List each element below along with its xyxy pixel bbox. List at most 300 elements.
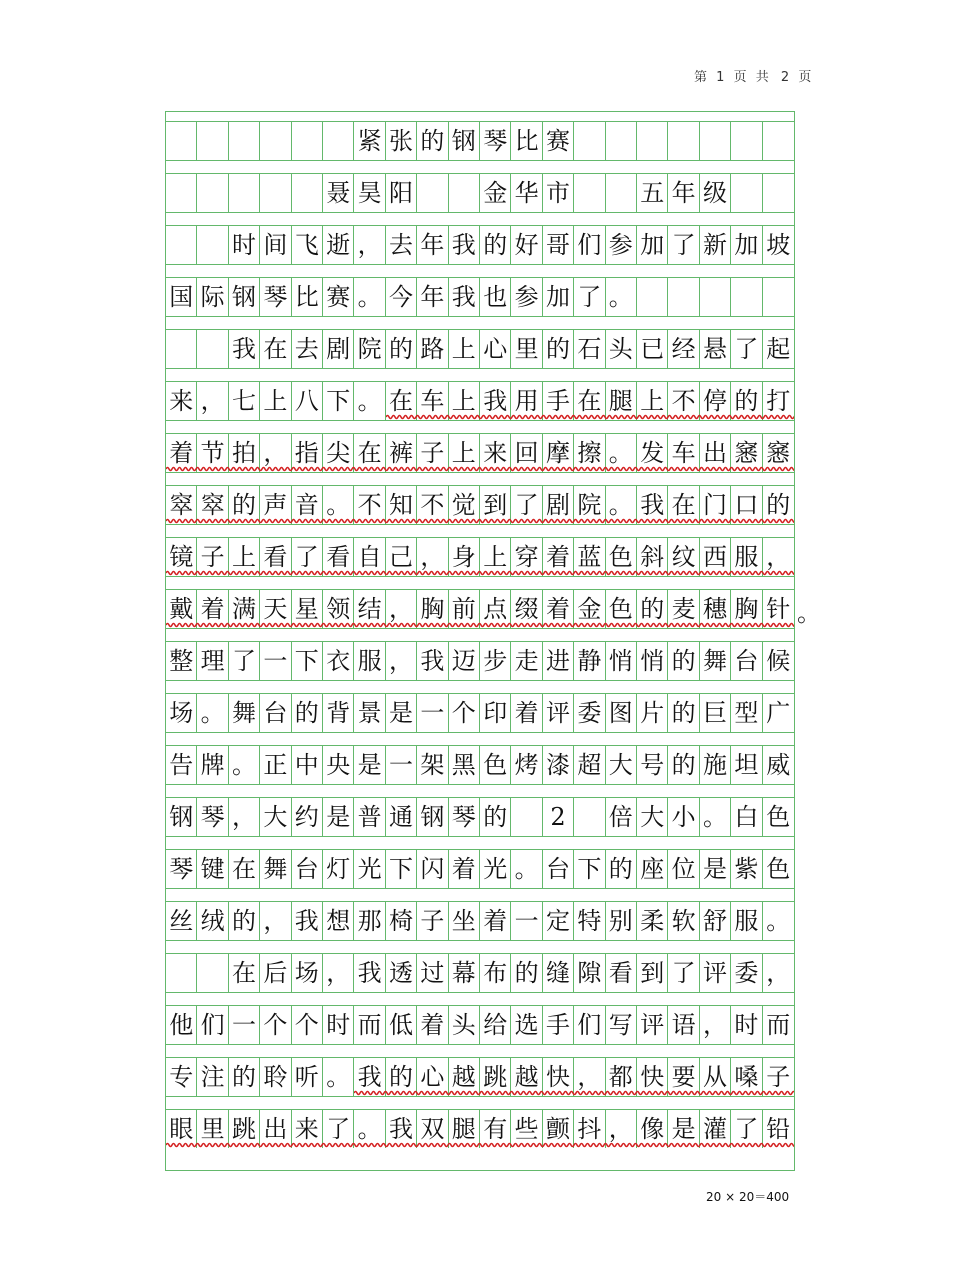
grid-cell: 斜: [637, 538, 668, 576]
row-gap: [166, 888, 794, 902]
grid-cell: [668, 122, 699, 160]
grid-cell: 在: [386, 382, 417, 420]
grid-cell: [731, 278, 762, 316]
grid-cell: 胸: [417, 590, 448, 628]
grid-cell: [763, 278, 794, 316]
grid-cell: [731, 122, 762, 160]
grid-cell: 我: [637, 486, 668, 524]
grid-cell: 手: [543, 1006, 574, 1044]
grid-cell: 聆: [260, 1058, 291, 1096]
grid-cell: 赛: [323, 278, 354, 316]
grid-cell: 些: [511, 1110, 542, 1148]
grid-cell: 指: [292, 434, 323, 472]
grid-cell: 看: [260, 538, 291, 576]
grid-cell: 。: [511, 850, 542, 888]
grid-cell: 华: [511, 174, 542, 212]
grid-cell: [763, 174, 794, 212]
total-pages: 2: [780, 70, 791, 85]
grid-cell: 。: [323, 486, 354, 524]
grid-cell: 穿: [511, 538, 542, 576]
grid-cell: 出: [260, 1110, 291, 1148]
grid-cell: 听: [292, 1058, 323, 1096]
grid-cell: 麦: [668, 590, 699, 628]
grid-cell: 着: [166, 434, 197, 472]
grid-cell: 漆: [543, 746, 574, 784]
grid-cell: 结: [354, 590, 385, 628]
grid-cell: 了: [731, 1110, 762, 1148]
grid-cell: 给: [480, 1006, 511, 1044]
grid-cell: 着: [543, 590, 574, 628]
grid-cell: 悄: [606, 642, 637, 680]
grid-cell: 前: [449, 590, 480, 628]
grid-cell: 不: [668, 382, 699, 420]
grid-row-1: [166, 122, 794, 160]
grid-cell: 正: [260, 746, 291, 784]
grid-cell: 的: [668, 642, 699, 680]
grid-cell: 烤: [511, 746, 542, 784]
grid-cell: 色: [606, 538, 637, 576]
grid-row-3: [166, 226, 794, 264]
grid-cell: 己: [386, 538, 417, 576]
grid-cell: [574, 174, 605, 212]
grid-cell: 服: [354, 642, 385, 680]
grid-cell: 钢: [166, 798, 197, 836]
grid-cell: 了: [731, 330, 762, 368]
grid-cell: 一: [511, 902, 542, 940]
grid-cell: 一: [229, 1006, 260, 1044]
grid-cell: 来: [166, 382, 197, 420]
grid-row-16: [166, 902, 794, 940]
grid-cell: 发: [637, 434, 668, 472]
grid-cell: 我: [480, 382, 511, 420]
grid-cell: 的: [386, 330, 417, 368]
grid-cell: 领: [323, 590, 354, 628]
grid-cell: 是: [323, 798, 354, 836]
grid-cell: 。: [606, 486, 637, 524]
grid-cell: 西: [700, 538, 731, 576]
grid-cell: 而: [354, 1006, 385, 1044]
grid-cell: 眼: [166, 1110, 197, 1148]
grid-cell: 迈: [449, 642, 480, 680]
grid-cell: ，: [197, 382, 228, 420]
grid-cell: 子: [197, 538, 228, 576]
grid-cell: 要: [668, 1058, 699, 1096]
grid-cell: 小: [668, 798, 699, 836]
grid-cell: 台: [292, 850, 323, 888]
grid-cell: 子: [766, 1063, 791, 1091]
row-gap: [166, 524, 794, 538]
grid-cell: 摩: [543, 434, 574, 472]
grid-cell: 的: [543, 330, 574, 368]
grid-cell: 评: [700, 954, 731, 992]
grid-cell: 车: [668, 434, 699, 472]
grid-cell: 专: [166, 1058, 197, 1096]
grid-cell: ，: [574, 1058, 605, 1096]
grid-cell: 颤: [543, 1110, 574, 1148]
grid-cell: ，: [606, 1110, 637, 1148]
grid-cell: 坐: [449, 902, 480, 940]
grid-cell: 舒: [700, 902, 731, 940]
grid-cell: 的: [292, 694, 323, 732]
grid-cell: 个: [260, 1006, 291, 1044]
grid-cell: 在: [574, 382, 605, 420]
grid-cell: 点: [480, 590, 511, 628]
grid-row-17: [166, 954, 794, 992]
grid-cell: 去: [386, 226, 417, 264]
grid-cell: [763, 122, 794, 160]
grid-cell: 一: [260, 642, 291, 680]
grid-cell: 是: [700, 850, 731, 888]
grid-cell: 衣: [323, 642, 354, 680]
spellcheck-wavy-underline: [354, 1090, 794, 1096]
grid-cell: 白: [731, 798, 762, 836]
grid-cell: 双: [417, 1110, 448, 1148]
grid-cell: 比: [511, 122, 542, 160]
grid-row-12: [166, 694, 794, 732]
grid-cell: 胸: [731, 590, 762, 628]
grid-cell: 了: [323, 1110, 354, 1148]
grid-cell: 是: [354, 746, 385, 784]
grid-cell: [197, 330, 228, 368]
grid-cell: 着: [449, 850, 480, 888]
grid-cell: 上: [229, 538, 260, 576]
grid-cell: 琴: [260, 278, 291, 316]
grid-cell: 时: [229, 226, 260, 264]
grid-cell: [606, 122, 637, 160]
grid-cell: [197, 122, 228, 160]
grid-cell: 色: [606, 590, 637, 628]
grid-cell: 下: [574, 850, 605, 888]
grid-cell: 琴: [197, 798, 228, 836]
grid-cell: 我: [417, 642, 448, 680]
grid-cell: 了: [668, 954, 699, 992]
grid-cell: 选: [511, 1006, 542, 1044]
grid-row-14: [166, 798, 794, 836]
grid-cell: 钢: [229, 278, 260, 316]
grid-cell: 委: [731, 954, 762, 992]
row-gap: [166, 940, 794, 954]
grid-row-15: [166, 850, 794, 888]
grid-cell: 的: [668, 746, 699, 784]
grid-row-4: [166, 278, 794, 316]
grid-cell: 知: [386, 486, 417, 524]
grid-cell: 逝: [323, 226, 354, 264]
spellcheck-wavy-underline: [166, 570, 794, 576]
grid-cell: 口: [731, 486, 762, 524]
grid-cell: 的: [731, 382, 762, 420]
grid-cell: 新: [700, 226, 731, 264]
grid-cell: 际: [197, 278, 228, 316]
grid-cell: 我: [292, 902, 323, 940]
grid-cell: [229, 122, 260, 160]
grid-cell: 里: [511, 330, 542, 368]
grid-cell: 服: [731, 538, 762, 576]
grid-row-13: [166, 746, 794, 784]
grid-cell: 打: [766, 387, 791, 415]
grid-cell: 金: [480, 174, 511, 212]
grid-cell: 着: [480, 902, 511, 940]
grid-cell: 静: [574, 642, 605, 680]
grid-cell: 了: [668, 226, 699, 264]
grid-cell: 着: [511, 694, 542, 732]
grid-cell: [229, 174, 260, 212]
grid-cell: 了: [511, 486, 542, 524]
grid-cell: 在: [668, 486, 699, 524]
grid-cell: 蓝: [574, 538, 605, 576]
grid-cell: 年: [668, 174, 699, 212]
grid-cell: 来: [292, 1110, 323, 1148]
grid-cell: 比: [292, 278, 323, 316]
grid-cell: 语: [668, 1006, 699, 1044]
grid-cell: 一: [417, 694, 448, 732]
grid-cell: 悬: [700, 330, 731, 368]
grid-cell: 阳: [386, 174, 417, 212]
grid-cell: 倍: [606, 798, 637, 836]
grid-cell: 威: [766, 751, 791, 779]
grid-cell: 片: [637, 694, 668, 732]
grid-cell: 腿: [449, 1110, 480, 1148]
grid-cell: 的: [668, 694, 699, 732]
grid-cell: 一: [386, 746, 417, 784]
grid-row-11: [166, 642, 794, 680]
grid-row-2: [166, 174, 794, 212]
grid-cell: [700, 278, 731, 316]
grid-cell: 好: [511, 226, 542, 264]
grid-cell: 我: [354, 954, 385, 992]
grid-cell: 央: [323, 746, 354, 784]
grid-cell: 约: [292, 798, 323, 836]
grid-cell: 个: [292, 1006, 323, 1044]
grid-cell: 车: [417, 382, 448, 420]
grid-cell: ，: [260, 434, 291, 472]
grid-cell: 了: [292, 538, 323, 576]
grid-cell: 市: [543, 174, 574, 212]
grid-cell: 上: [449, 330, 480, 368]
grid-cell: 。: [354, 278, 385, 316]
grid-cell: 椅: [386, 902, 417, 940]
grid-cell: 从: [700, 1058, 731, 1096]
row-gap: [166, 992, 794, 1006]
grid-cell: 跳: [229, 1110, 260, 1148]
spellcheck-wavy-underline: [166, 518, 794, 524]
grid-cell: 参: [606, 226, 637, 264]
grid-cell: 铅: [766, 1115, 791, 1143]
grid-cell: 个: [449, 694, 480, 732]
grid-cell: 着: [543, 538, 574, 576]
grid-cell: 加: [543, 278, 574, 316]
grid-cell: 在: [260, 330, 291, 368]
grid-cell: 号: [637, 746, 668, 784]
grid-cell: 施: [700, 746, 731, 784]
grid-cell: 想: [323, 902, 354, 940]
grid-cell: 键: [197, 850, 228, 888]
grid-cell: 而: [766, 1011, 791, 1039]
grid-cell: 上: [260, 382, 291, 420]
grid-cell: 我: [386, 1110, 417, 1148]
grid-cell: 的: [606, 850, 637, 888]
grid-cell: 在: [229, 954, 260, 992]
grid-cell: 级: [700, 174, 731, 212]
grid-cell: 七: [229, 382, 260, 420]
grid-cell: 场: [166, 694, 197, 732]
grid-cell: 进: [543, 642, 574, 680]
grid-cell: 停: [700, 382, 731, 420]
grid-cell: 昊: [354, 174, 385, 212]
row-gap: [166, 1044, 794, 1058]
grid-cell: 闪: [417, 850, 448, 888]
grid-cell: 看: [606, 954, 637, 992]
grid-cell: 我: [229, 330, 260, 368]
grid-cell: [292, 174, 323, 212]
grid-cell: 声: [260, 486, 291, 524]
grid-cell: 窸: [731, 434, 762, 472]
row-gap: [166, 784, 794, 798]
grid-cell: 时: [731, 1006, 762, 1044]
grid-cell: 黑: [449, 746, 480, 784]
grid-cell: 坡: [766, 231, 791, 259]
grid-cell: 张: [386, 122, 417, 160]
grid-cell: 特: [574, 902, 605, 940]
grid-cell: 不: [417, 486, 448, 524]
grid-cell: 快: [637, 1058, 668, 1096]
grid-cell: 像: [637, 1110, 668, 1148]
grid-cell: 悄: [637, 642, 668, 680]
grid-cell: 的: [637, 590, 668, 628]
grid-cell: 赛: [543, 122, 574, 160]
grid-cell: 窸: [766, 439, 791, 467]
grid-cell: 都: [606, 1058, 637, 1096]
row-gap: [166, 264, 794, 278]
grid-cell: 越: [511, 1058, 542, 1096]
grid-cell: 中: [292, 746, 323, 784]
grid-cell: 满: [229, 590, 260, 628]
grid-cell: 舞: [700, 642, 731, 680]
grid-cell: [166, 226, 197, 264]
grid-cell: 用: [511, 382, 542, 420]
grid-cell: 普: [354, 798, 385, 836]
grid-cell: [637, 278, 668, 316]
grid-cell: 下: [323, 382, 354, 420]
grid-cell: 广: [766, 699, 791, 727]
grid-cell: 理: [197, 642, 228, 680]
grid-cell: 飞: [292, 226, 323, 264]
grid-cell: 候: [766, 647, 791, 675]
grid-cell: 针: [766, 595, 791, 623]
grid-cell: 穗: [700, 590, 731, 628]
grid-cell: [260, 122, 291, 160]
grid-cell: 看: [323, 538, 354, 576]
grid-cell: 哥: [543, 226, 574, 264]
grid-cell: 路: [417, 330, 448, 368]
grid-cell: 抖: [574, 1110, 605, 1148]
grid-cell: 服: [731, 902, 762, 940]
grid-cell: 钢: [449, 122, 480, 160]
grid-cell: 灌: [700, 1110, 731, 1148]
grid-cell: [574, 798, 605, 836]
grid-cell: 了: [229, 642, 260, 680]
grid-cell: 2: [543, 798, 574, 836]
grid-cell: 大: [606, 746, 637, 784]
grid-cell: 门: [700, 486, 731, 524]
grid-cell: 不: [354, 486, 385, 524]
grid-cell: 架: [417, 746, 448, 784]
grid-cell: 紧: [354, 122, 385, 160]
grid-cell: 经: [668, 330, 699, 368]
grid-cell: 觉: [449, 486, 480, 524]
grid-cell: 的: [229, 1058, 260, 1096]
grid-cell: 缝: [543, 954, 574, 992]
grid-cell: 越: [449, 1058, 480, 1096]
grid-cell: 的: [480, 226, 511, 264]
grid-cell: 腿: [606, 382, 637, 420]
grid-cell: 身: [449, 538, 480, 576]
grid-cell: ，: [354, 226, 385, 264]
grid-cell: ，: [417, 538, 448, 576]
grid-cell: [166, 954, 197, 992]
grid-cell: [511, 798, 542, 836]
grid-cell: 我: [449, 226, 480, 264]
row-gap: [166, 680, 794, 694]
grid-cell: 在: [229, 850, 260, 888]
grid-cell: 景: [354, 694, 385, 732]
grid-cell: 的: [417, 122, 448, 160]
grid-cell: [417, 174, 448, 212]
grid-cell: [166, 122, 197, 160]
grid-cell: 院: [574, 486, 605, 524]
grid-cell: 镜: [166, 538, 197, 576]
grid-cell: [574, 122, 605, 160]
grid-cell: 走: [511, 642, 542, 680]
grid-cell: 绒: [197, 902, 228, 940]
grid-cell: [166, 174, 197, 212]
grid-cell: 幕: [449, 954, 480, 992]
grid-cell: 座: [637, 850, 668, 888]
grid-cell: 们: [574, 1006, 605, 1044]
spellcheck-wavy-underline: [166, 466, 794, 472]
grid-cell: 透: [386, 954, 417, 992]
grid-cell: 。: [354, 1110, 385, 1148]
grid-cell: 上: [637, 382, 668, 420]
grid-cell: [260, 174, 291, 212]
grid-cell: 定: [543, 902, 574, 940]
grid-cell: 台: [260, 694, 291, 732]
row-gap: [166, 472, 794, 486]
row-gap: [166, 368, 794, 382]
grid-cell: 有: [480, 1110, 511, 1148]
grid-cell: 。: [700, 798, 731, 836]
grid-cell: 钢: [417, 798, 448, 836]
grid-cell: 坦: [731, 746, 762, 784]
grid-cell: 参: [511, 278, 542, 316]
grid-cell: [637, 122, 668, 160]
grid-cell: 台: [731, 642, 762, 680]
grid-row-5: [166, 330, 794, 368]
grid-cell: 我: [354, 1058, 385, 1096]
grid-cell: 节: [197, 434, 228, 472]
grid-cell: [166, 330, 197, 368]
grid-cell: 着: [417, 1006, 448, 1044]
row-gap: [166, 420, 794, 434]
manuscript-grid-paper: [165, 111, 795, 1171]
grid-cell: 。: [606, 434, 637, 472]
grid-cell: 背: [323, 694, 354, 732]
total-label: 共: [755, 70, 770, 85]
grid-cell: 光: [354, 850, 385, 888]
grid-cell: 裤: [386, 434, 417, 472]
grid-cell: [197, 226, 228, 264]
grid-cell: 上: [449, 434, 480, 472]
row-gap: [166, 836, 794, 850]
